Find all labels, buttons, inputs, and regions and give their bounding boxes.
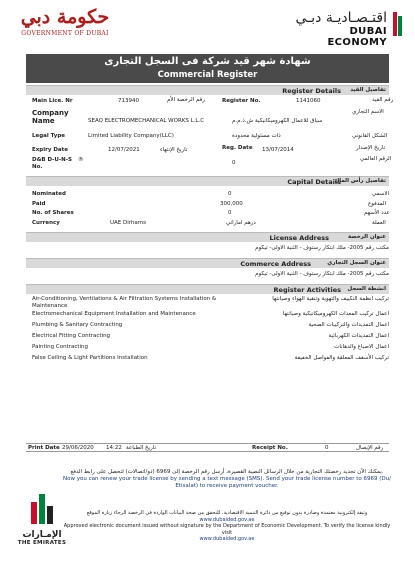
print-date-label: Print Date (28, 445, 60, 451)
title-banner (26, 54, 389, 83)
expiry-date-label: Expiry Date (32, 147, 68, 153)
register-activities-heading-ar: انشطة السجل (347, 286, 386, 292)
emirates-arabic: الإمـارات (22, 530, 62, 540)
legal-type-value-ar: ذات مسئولية محدودة (232, 133, 281, 139)
currency-value-ar: درهم اماراتي (226, 220, 256, 226)
capital-details-heading: Capital Details (287, 178, 341, 186)
register-activities-header (26, 284, 389, 294)
activity-6-en: False Ceiling & Light Partitions Installation (32, 355, 148, 361)
print-time-value: 14:22 (106, 445, 122, 451)
activity-3-ar: اعمال التمديدات والتركيبات الصحية (308, 322, 389, 328)
commerce-address-header (26, 258, 389, 268)
activity-5-en: Painting Contracting (32, 344, 89, 350)
company-name-value-ar: سباق للاعمال الكهروميكانيكية ش.ذ.م.م (232, 118, 323, 124)
register-no-label: Register No. (222, 98, 261, 104)
emirates-bars-icon (27, 490, 57, 530)
activity-5-ar: اعمال الاصباغ والدهانات (334, 344, 389, 350)
activity-2-en: Electromechanical Equipment Installation and Maintenance (32, 311, 196, 317)
legal-type-label: Legal Type (32, 133, 66, 139)
receipt-no-label: Receipt No. (252, 445, 288, 451)
title-arabic: شهادة شهر قيد شركة فى السجل التجارى (104, 56, 311, 67)
no-of-shares-value: 0 (228, 210, 232, 216)
license-address-value: مكتب رقم 2005- ملك ابتكار رستوف - الثنية الاولى- تيكوم (255, 245, 389, 251)
receipt-no-value: 0 (325, 445, 329, 451)
nominated-label: Nominated (32, 191, 66, 197)
reg-date-label-ar: تاريخ الإصدار (356, 145, 386, 151)
capital-details-header (26, 176, 389, 186)
main-licence-label: Main Lice. Nr (32, 98, 73, 104)
sms-notice-arabic: يمكنك الآن تجديد رخصتك التجارية من خلال الرسائل النصية القصيرة، أرسل رقم الرخصة إلى 6969 (دو/اتصالات) لتحصل على رابط الدفع. (70, 469, 384, 475)
register-no-label-ar: رقم القيد (372, 97, 394, 103)
company-name-label-ar: الاسم التجاري (352, 109, 384, 115)
legal-type-label-ar: الشكل القانوني (352, 133, 388, 139)
dubai-economy-logo (291, 10, 401, 48)
sms-notice-english: Now you can renew your trade license by sending a text message (SMS). Send your trade license number to 6969 (Du/ Etisalat) to receive payment voucher. (62, 476, 392, 489)
activity-6-ar: تركيب الأسقف المعلقة والفواصل الخفيفة (294, 355, 389, 361)
nominated-value: 0 (228, 191, 232, 197)
no-of-shares-label: No. of Shares (32, 210, 74, 216)
expiry-date-label-ar: تاريخ الإنتهاء (160, 147, 188, 153)
activity-2-ar: اعمال تركيب المعدات الكهروميكانيكية وصيانتها (282, 311, 389, 317)
commerce-address-value: مكتب رقم 2005- ملك ابتكار رستوف - الثنية الاولى- تيكوم (255, 271, 389, 277)
title-english: Commercial Register (157, 70, 258, 80)
nominated-label-ar: الاسمي (372, 191, 390, 197)
main-licence-label-ar: رقم الرخصة الأم (167, 97, 205, 103)
main-licence-value: 713940 (118, 98, 139, 104)
company-name-label: Company Name (32, 109, 69, 125)
document-header (0, 0, 415, 52)
currency-label: Currency (32, 220, 60, 226)
activity-1-ar: تركيب انظمة التكييف والتهوية وتنقية الهواء وصيانتها (272, 296, 389, 302)
gov-name-english: GOVERNMENT OF DUBAI (21, 30, 109, 37)
register-details-header (26, 85, 389, 95)
no-of-shares-label-ar: عدد الأسهم (364, 210, 390, 216)
duns-registered-mark: ® (78, 157, 84, 163)
license-address-heading-ar: عنوان الرخصة (347, 234, 386, 240)
the-emirates-logo (16, 490, 68, 546)
reg-date-value: 13/07/2014 (262, 147, 294, 153)
eco-name-arabic: اقتـصـاديـة دبـي (295, 10, 387, 26)
paid-label-ar: المدفوع (368, 201, 387, 207)
capital-details-heading-ar: تفاصيل رأس المال (334, 178, 386, 184)
duns-label: D&B D-U-N-S No. (32, 157, 73, 170)
verification-note-arabic: وثيقة إلكترونية معتمدة وصادرة بدون توقيع من دائرة التنمية الاقتصادية. للتحقق من صحة البيانات الواردة في الرخصة الرجاء زيارة الموقع www.dubaided.gov.ae (86, 510, 368, 523)
eco-name-english: DUBAI ECONOMY (327, 26, 387, 48)
register-details-heading: Register Details (282, 87, 341, 95)
gov-logo-arabic: حكومة دبي (20, 6, 110, 28)
dubai-economy-mark-icon (393, 12, 403, 36)
paid-value: 300,000 (220, 201, 243, 207)
print-date-value: 29/06/2020 (62, 445, 94, 451)
verification-note (62, 510, 392, 543)
license-address-header (26, 232, 389, 242)
paid-label: Paid (32, 201, 46, 207)
verification-note-english: Approved electronic document issued without signature by the Department of Economic Development. To verify the license kindly visit (63, 523, 391, 536)
currency-value: UAE Dirhams (110, 220, 147, 226)
company-name-value: SEAQ ELECTROMECHANICAL WORKS L.L.C (88, 118, 205, 124)
sms-renewal-notice (62, 469, 392, 490)
emirates-english: THE EMIRATES (17, 540, 67, 546)
register-no-value: 1141060 (296, 98, 321, 104)
print-date-label-ar: تاريخ الطباعة (126, 445, 156, 451)
government-of-dubai-logo (10, 6, 120, 37)
activity-3-en: Plumbing & Sanitary Contracting (32, 322, 123, 328)
license-address-heading: License Address (269, 234, 329, 242)
activity-4-ar: اعمال التمديدات الكهربائية (328, 333, 389, 339)
legal-type-value: Limited Liability Company(LLC) (88, 133, 174, 139)
activity-1-en: Air-Conditioning, Ventilations & Air Filtration Systems Installation & Maintenance (32, 296, 217, 309)
receipt-no-label-ar: رقم الإيصال (356, 445, 384, 451)
duns-label-ar: الرقم العالمي (360, 156, 392, 162)
expiry-date-value: 12/07/2021 (108, 147, 140, 153)
verification-url-ar[interactable]: www.dubaided.gov.ae (199, 516, 255, 523)
register-details-heading-ar: تفاصيل القيد (350, 87, 386, 93)
register-activities-heading: Register Activities (273, 286, 341, 294)
verification-url[interactable]: www.dubaided.gov.ae (199, 536, 255, 542)
reg-date-label: Reg. Date (222, 145, 253, 151)
activity-4-en: Electrical Fitting Contracting (32, 333, 111, 339)
currency-label-ar: العملة (372, 220, 386, 226)
commerce-address-heading: Commerce Address (240, 260, 311, 268)
duns-value: 0 (232, 160, 236, 166)
commerce-address-heading-ar: عنوان السجل التجاري (327, 260, 386, 266)
